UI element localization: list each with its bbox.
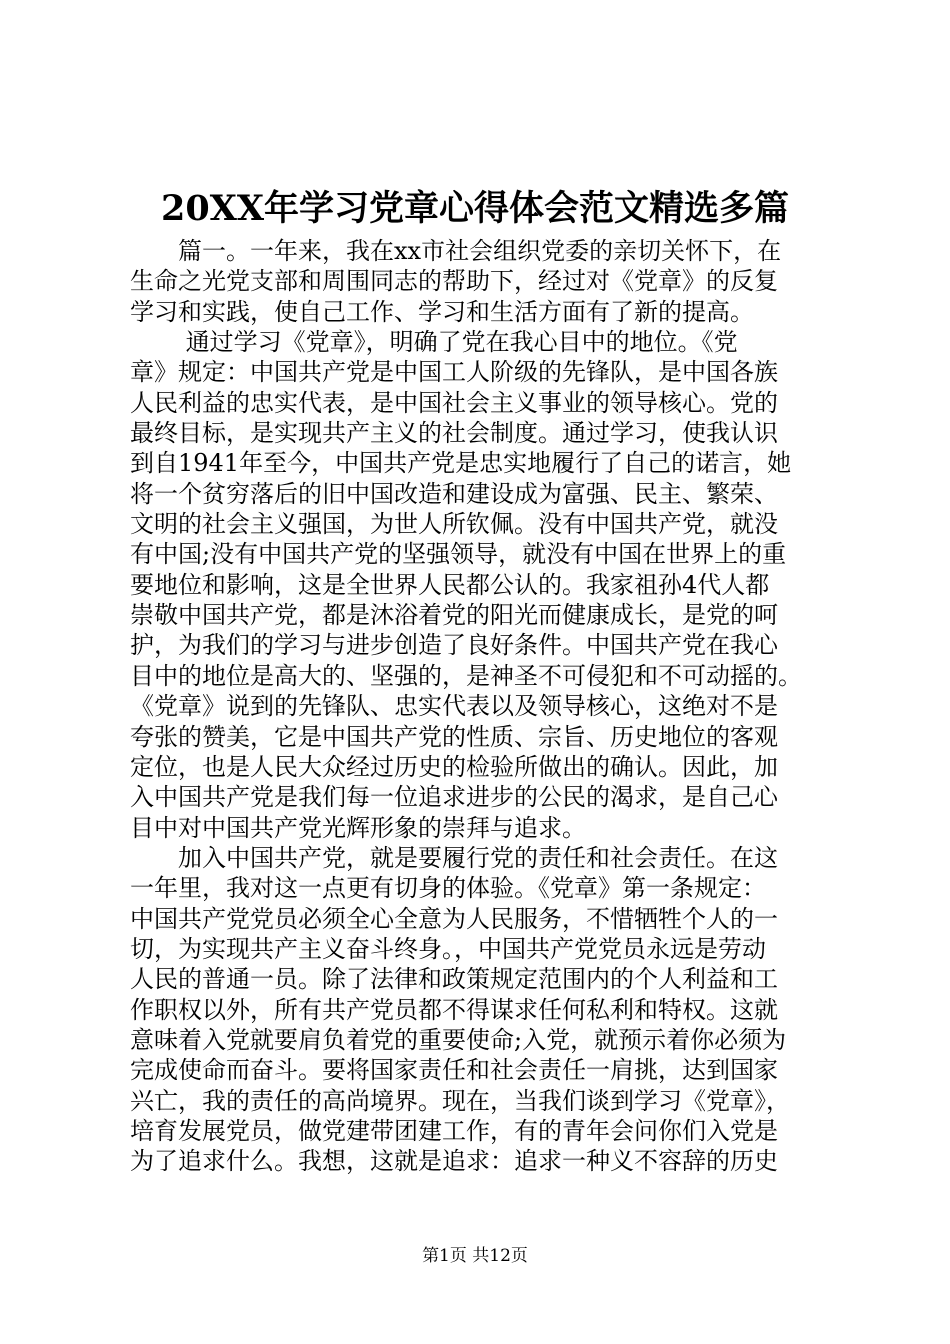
body-text-line: 最终目标，是实现共产主义的社会制度。通过学习，使我认识 — [130, 419, 778, 448]
body-text-line: 章》规定：中国共产党是中国工人阶级的先锋队，是中国各族 — [130, 358, 778, 387]
body-text-line: 夸张的赞美，它是中国共产党的性质、宗旨、历史地位的客观 — [130, 722, 778, 751]
body-text-line: 崇敬中国共产党，都是沐浴着党的阳光而健康成长，是党的呵 — [130, 601, 778, 630]
body-text-line: 完成使命而奋斗。要将国家责任和社会责任一肩挑，达到国家 — [130, 1056, 778, 1085]
body-text-line: 兴亡，我的责任的高尚境界。现在，当我们谈到学习《党章》， — [130, 1086, 790, 1115]
body-text-line: 中国共产党党员必须全心全意为人民服务，不惜牺牲个人的一 — [130, 904, 778, 933]
document-title: 20XX年学习党章心得体会范文精选多篇 — [160, 188, 790, 229]
body-text-line: 篇一。一年来，我在xx市社会组织党委的亲切关怀下，在 — [130, 237, 782, 265]
body-text-line: 文明的社会主义强国，为世人所钦佩。没有中国共产党，就没 — [130, 510, 778, 539]
body-text-line: 一年里，我对这一点更有切身的体验。《党章》第一条规定： — [130, 874, 766, 903]
body-text-line: 入中国共产党是我们每一位追求进步的公民的渴求，是自己心 — [130, 783, 778, 812]
body-text-line: 为了追求什么。我想，这就是追求：追求一种义不容辞的历史 — [130, 1147, 778, 1176]
body-text-line: 定位，也是人民大众经过历史的检验所做出的确认。因此，加 — [130, 752, 778, 781]
body-text-line: 到自1941年至今，中国共产党是忠实地履行了自己的诺言，她 — [130, 449, 792, 478]
body-text-line: 人民利益的忠实代表，是中国社会主义事业的领导核心。党的 — [130, 388, 778, 417]
body-text-line: 《党章》说到的先锋队、忠实代表以及领导核心，这绝对不是 — [130, 692, 778, 721]
body-text-line: 加入中国共产党，就是要履行党的责任和社会责任。在这 — [130, 843, 778, 872]
body-text-line: 培育发展党员，做党建带团建工作，有的青年会问你们入党是 — [130, 1116, 778, 1145]
body-text-line: 将一个贫穷落后的旧中国改造和建设成为富强、民主、繁荣、 — [130, 479, 778, 508]
body-text-line: 护，为我们的学习与进步创造了良好条件。中国共产党在我心 — [130, 631, 778, 660]
body-text-line: 意味着入党就要肩负着党的重要使命;入党，就预示着你必须为 — [130, 1025, 787, 1054]
body-text-line: 目中的地位是高大的、坚强的，是神圣不可侵犯和不可动摇的。 — [130, 661, 802, 690]
body-text-line: 生命之光党支部和周围同志的帮助下，经过对《党章》的反复 — [130, 267, 778, 296]
body-text-line: 目中对中国共产党光辉形象的崇拜与追求。 — [130, 813, 586, 842]
document-body — [130, 236, 840, 1177]
body-text-line: 学习和实践，使自己工作、学习和生活方面有了新的提高。 — [130, 297, 754, 326]
page-number-footer: 第1页 共12页 — [422, 1246, 528, 1266]
body-text-line: 作职权以外，所有共产党员都不得谋求任何私利和特权。这就 — [130, 995, 778, 1024]
body-text-line: 要地位和影响，这是全世界人民都公认的。我家祖孙4代人都 — [130, 570, 770, 599]
body-text-line: 有中国;没有中国共产党的坚强领导，就没有中国在世界上的重 — [130, 540, 787, 569]
body-text-line: 人民的普通一员。除了法律和政策规定范围内的个人利益和工 — [130, 965, 778, 994]
body-text-line: 通过学习《党章》，明确了党在我心目中的地位。《党 — [130, 328, 738, 357]
body-text-line: 切，为实现共产主义奋斗终身。，中国共产党党员永远是劳动 — [130, 934, 766, 963]
